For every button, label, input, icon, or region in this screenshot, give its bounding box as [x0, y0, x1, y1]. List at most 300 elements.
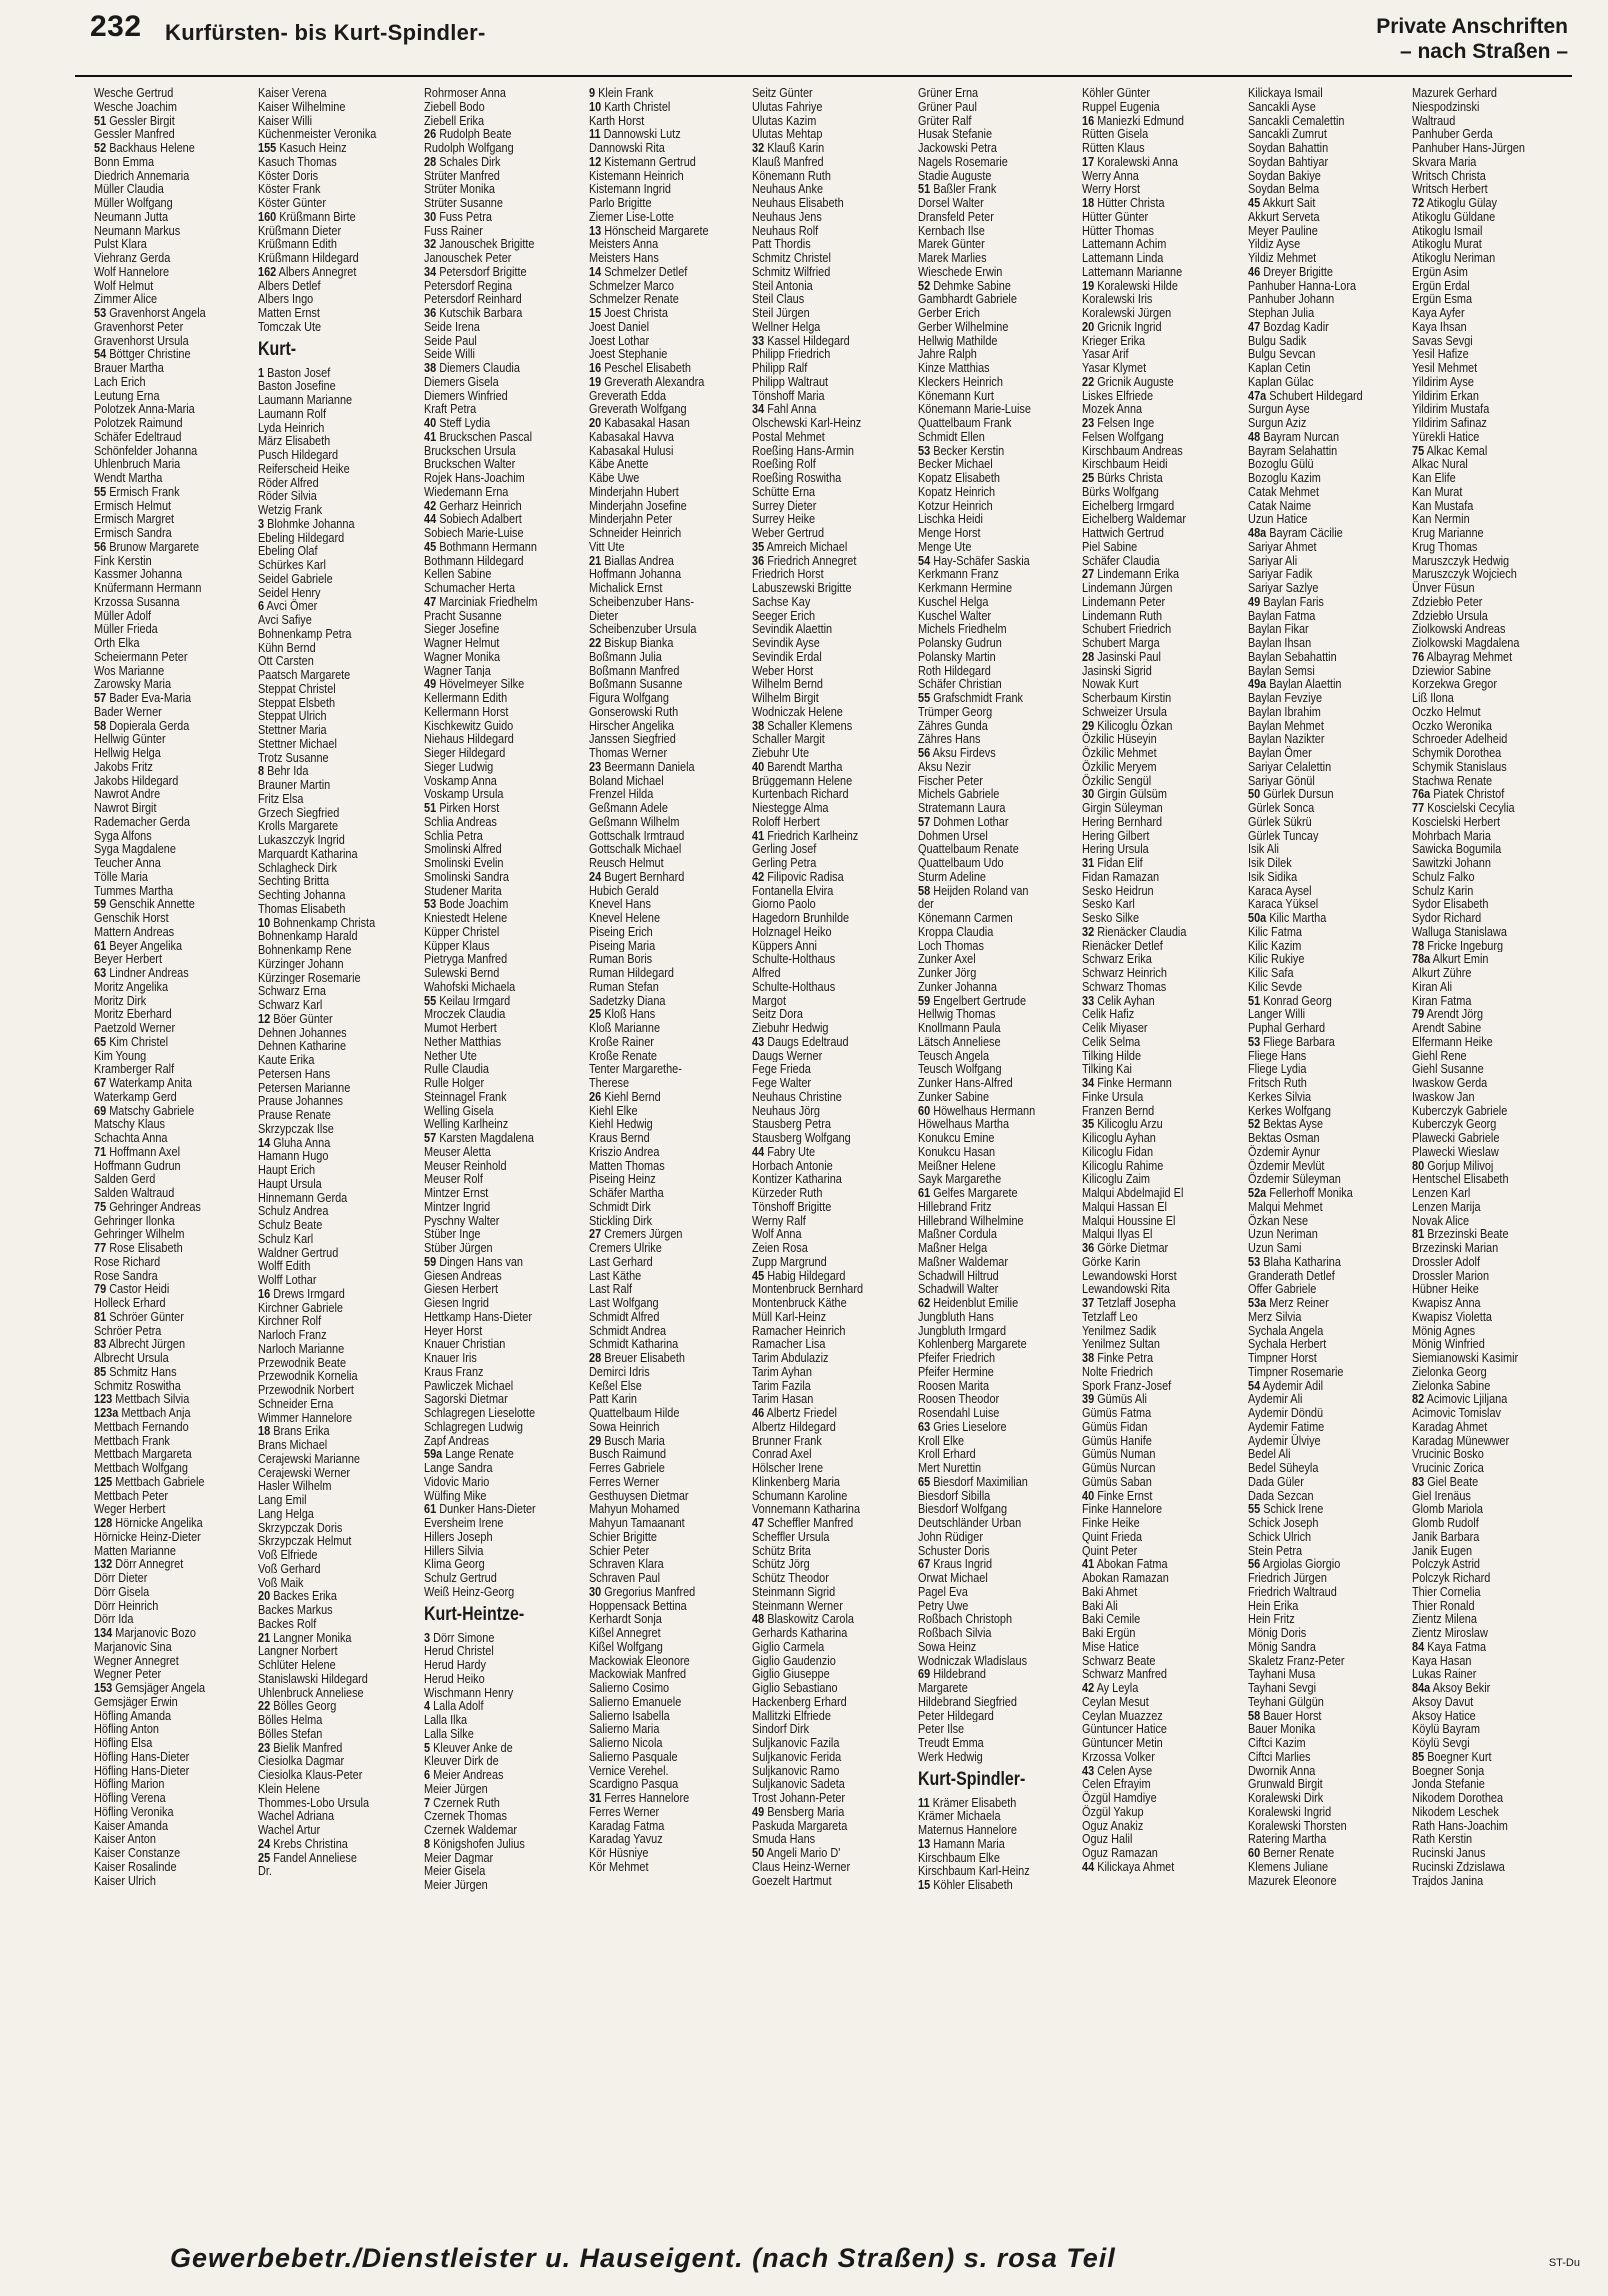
- resident-entry: 35 Kilicoglu Arzu: [1082, 1117, 1163, 1131]
- resident-entry: Maßner Helga: [918, 1241, 988, 1255]
- resident-entry: Bektas Osman: [1248, 1131, 1320, 1145]
- resident-entry: Polotzek Raimund: [94, 416, 183, 430]
- resident-entry: 56 Argiolas Giorgio: [1248, 1557, 1341, 1571]
- resident-entry: Brans Michael: [258, 1438, 328, 1452]
- house-number: 55: [918, 691, 931, 705]
- house-number: 67: [94, 1076, 107, 1090]
- resident-entry: 27 Lindemann Erika: [1082, 567, 1180, 581]
- resident-entry: Sawicka Bogumila: [1412, 842, 1502, 856]
- resident-entry: Michels Gabriele: [918, 787, 1000, 801]
- resident-entry: Schwarz Erna: [258, 984, 326, 998]
- resident-entry: Köster Frank: [258, 182, 321, 196]
- house-number: 10: [589, 99, 602, 114]
- house-number: 57: [94, 691, 107, 705]
- resident-entry: Marjanovic Sina: [94, 1639, 172, 1654]
- resident-entry: Schäfer Christian: [918, 677, 1002, 691]
- house-number: 162: [258, 264, 277, 279]
- resident-entry: Mroczek Claudia: [424, 1007, 506, 1021]
- resident-entry: Hellwig Thomas: [918, 1007, 996, 1021]
- resident-entry: Giglio Sebastiano: [752, 1681, 838, 1695]
- resident-entry: Bozoglu Gülü: [1248, 457, 1314, 471]
- house-number: 48: [1248, 429, 1261, 444]
- house-number: 26: [424, 127, 437, 141]
- resident-entry: Tilking Hilde: [1082, 1048, 1142, 1063]
- resident-entry: Schlüter Helene: [258, 1658, 336, 1672]
- house-number: 28: [424, 154, 437, 169]
- resident-entry: Joest Stephanie: [589, 347, 668, 361]
- resident-entry: Kloß Marianne: [589, 1021, 661, 1035]
- resident-entry: 134 Marjanovic Bozo: [94, 1626, 196, 1640]
- resident-entry: Schraven Klara: [589, 1557, 664, 1571]
- resident-entry: 132 Dörr Annegret: [94, 1557, 184, 1571]
- house-number: 11: [589, 127, 601, 141]
- resident-entry: Kirschbaum Andreas: [1082, 443, 1183, 458]
- resident-entry: Yasar Klymet: [1082, 361, 1147, 375]
- resident-entry: Schumacher Herta: [424, 581, 516, 595]
- house-number: 9: [589, 86, 596, 100]
- resident-entry: Höfling Veronika: [94, 1804, 174, 1819]
- resident-entry: Görke Karin: [1082, 1254, 1141, 1269]
- resident-entry: Dada Sezcan: [1248, 1488, 1314, 1503]
- resident-entry: Puphal Gerhard: [1248, 1021, 1326, 1035]
- resident-entry: Bürks Wolfgang: [1082, 484, 1159, 499]
- resident-entry: Dörr Ida: [94, 1612, 134, 1626]
- resident-entry: Kraft Petra: [424, 402, 477, 416]
- resident-entry: Patt Thordis: [752, 237, 811, 251]
- resident-entry: Yesil Mehmet: [1412, 361, 1478, 375]
- resident-entry: Fege Walter: [752, 1076, 812, 1090]
- resident-entry: Hettkamp Hans-Dieter: [424, 1309, 533, 1324]
- resident-entry: Baki Ali: [1082, 1598, 1118, 1613]
- resident-entry: Klima Georg: [424, 1557, 485, 1571]
- resident-entry: Skrzypczak Doris: [258, 1520, 343, 1535]
- resident-entry: Kerkmann Hermine: [918, 581, 1013, 595]
- resident-entry: Yildirim Ayse: [1412, 374, 1474, 389]
- resident-entry: Rose Richard: [94, 1254, 161, 1269]
- resident-entry: John Rüdiger: [918, 1529, 983, 1544]
- street-heading: Kurt-Spindler-: [918, 1768, 1026, 1790]
- house-number: 53: [918, 443, 931, 458]
- resident-entry: Ermisch Margret: [94, 512, 175, 526]
- resident-entry: 17 Koralewski Anna: [1082, 154, 1178, 169]
- house-number: 80: [1412, 1158, 1425, 1173]
- resident-entry: Steppat Ulrich: [258, 709, 327, 723]
- resident-entry: Schubert Friedrich: [1082, 622, 1172, 636]
- house-number: 12: [258, 1011, 271, 1026]
- resident-entry: 21 Langner Monika: [258, 1630, 352, 1645]
- directory-column: [258, 86, 384, 1878]
- resident-entry: Baylan Fevziye: [1248, 691, 1323, 705]
- resident-entry: Sesko Heidrun: [1082, 883, 1154, 898]
- resident-entry: Panhuber Johann: [1248, 292, 1335, 306]
- resident-entry: 63 Lindner Andreas: [94, 966, 189, 980]
- resident-entry: Schmidt Dirk: [589, 1199, 651, 1214]
- resident-entry: Ruman Boris: [589, 952, 653, 966]
- resident-entry: Quattelbaum Hilde: [589, 1406, 680, 1420]
- resident-entry: Tetzlaff Leo: [1082, 1309, 1138, 1324]
- house-number: 16: [589, 361, 602, 375]
- resident-entry: Meier Gisela: [424, 1864, 486, 1878]
- resident-entry: Voskamp Anna: [424, 773, 497, 788]
- resident-entry: Wellner Helga: [752, 319, 821, 334]
- resident-entry: Wolf Anna: [752, 1227, 802, 1241]
- resident-entry: Laumann Marianne: [258, 393, 353, 407]
- resident-entry: Özkan Nese: [1248, 1213, 1309, 1228]
- resident-entry: Kiehl Elke: [589, 1103, 638, 1118]
- resident-entry: Dehnen Katharine: [258, 1039, 347, 1053]
- house-number: 42: [424, 498, 437, 513]
- resident-entry: Montenbruck Bernhard: [752, 1282, 864, 1296]
- resident-entry: Güntuncer Hatice: [1082, 1722, 1167, 1736]
- house-number: 60: [1248, 1846, 1261, 1860]
- resident-entry: Bohnenkamp Rene: [258, 943, 352, 957]
- resident-entry: Finke Hannelore: [1082, 1502, 1163, 1516]
- house-number: 1: [258, 365, 265, 380]
- directory-column: [1248, 86, 1374, 1887]
- resident-entry: Giorno Paolo: [752, 897, 816, 911]
- resident-entry: Bedel Süheyla: [1248, 1461, 1319, 1475]
- resident-entry: Kopatz Heinrich: [918, 484, 996, 499]
- resident-entry: Käbe Anette: [589, 457, 649, 471]
- house-number: 81: [94, 1309, 107, 1324]
- resident-entry: Kiran Fatma: [1412, 993, 1472, 1008]
- resident-entry: Stettner Michael: [258, 736, 337, 751]
- resident-entry: Kerkes Wolfgang: [1248, 1103, 1331, 1118]
- resident-entry: 47 Bozdag Kadir: [1248, 319, 1329, 334]
- resident-entry: 54 Aydemir Adil: [1248, 1378, 1324, 1393]
- resident-entry: Albers Ingo: [258, 292, 314, 306]
- resident-entry: Aydemir Ülviye: [1248, 1433, 1321, 1448]
- resident-entry: Fliege Lydia: [1248, 1062, 1307, 1076]
- house-number: 32: [1082, 924, 1095, 939]
- resident-entry: Pusch Hildegard: [258, 448, 339, 462]
- resident-entry: Jungbluth Hans: [918, 1309, 994, 1324]
- resident-entry: 29 Busch Maria: [589, 1433, 665, 1448]
- resident-entry: Smolinski Sandra: [424, 869, 509, 884]
- resident-entry: Patt Karin: [589, 1392, 637, 1406]
- resident-entry: Trümper Georg: [918, 704, 993, 719]
- resident-entry: 58 Bauer Horst: [1248, 1708, 1322, 1723]
- directory-column: [94, 86, 220, 1887]
- resident-entry: Dörr Gisela: [94, 1584, 150, 1599]
- resident-entry: Neuhaus Anke: [752, 182, 824, 196]
- resident-entry: 77 Koscielski Cecylia: [1412, 801, 1515, 815]
- resident-entry: Nikodem Leschek: [1412, 1804, 1499, 1819]
- house-number: 31: [589, 1791, 602, 1805]
- house-number: 44: [752, 1144, 765, 1159]
- house-number: 19: [589, 374, 602, 389]
- resident-entry: Kaiser Rosalinde: [94, 1859, 177, 1874]
- house-number: 25: [589, 1007, 602, 1021]
- resident-entry: Heyer Horst: [424, 1323, 483, 1338]
- resident-entry: Lewandowski Horst: [1082, 1268, 1177, 1283]
- resident-entry: Yildiz Mehmet: [1248, 251, 1317, 265]
- resident-entry: 19 Greverath Alexandra: [589, 374, 705, 389]
- resident-entry: Herud Christel: [424, 1644, 494, 1658]
- resident-entry: Reiferscheid Heike: [258, 461, 350, 476]
- resident-entry: Narloch Marianne: [258, 1341, 345, 1356]
- resident-entry: Höfling Anton: [94, 1722, 159, 1736]
- resident-entry: Kaya Ihsan: [1412, 319, 1467, 334]
- resident-entry: Sydor Richard: [1412, 911, 1482, 925]
- resident-entry: Iwaskow Gerda: [1412, 1076, 1488, 1090]
- resident-entry: Eversheim Irene: [424, 1516, 504, 1530]
- resident-entry: 48a Bayram Cäcilie: [1248, 526, 1343, 540]
- house-number: 123a: [94, 1406, 119, 1420]
- resident-entry: 123a Mettbach Anja: [94, 1406, 191, 1420]
- resident-entry: Akkurt Serveta: [1248, 209, 1320, 224]
- resident-entry: Rudolph Wolfgang: [424, 141, 514, 155]
- resident-entry: Strüter Monika: [424, 182, 496, 196]
- resident-entry: Vonnemann Katharina: [752, 1502, 861, 1516]
- resident-entry: Stausberg Wolfgang: [752, 1131, 851, 1145]
- resident-entry: Polansky Martin: [918, 649, 996, 664]
- resident-entry: Jakobs Fritz: [94, 759, 153, 774]
- resident-entry: 18 Hütter Christa: [1082, 196, 1165, 210]
- resident-entry: Bedel Ali: [1248, 1447, 1291, 1461]
- resident-entry: Schlia Petra: [424, 828, 483, 843]
- resident-entry: Sariyar Celalettin: [1248, 759, 1332, 774]
- resident-entry: Hübner Heike: [1412, 1282, 1479, 1296]
- resident-entry: Oguz Ramazan: [1082, 1846, 1158, 1860]
- house-number: 59a: [424, 1447, 443, 1461]
- resident-entry: Postal Mehmet: [752, 429, 825, 444]
- house-number: 51: [424, 801, 437, 815]
- resident-entry: Korzekwa Gregor: [1412, 677, 1497, 691]
- resident-entry: 41 Abokan Fatma: [1082, 1557, 1168, 1571]
- resident-entry: Mohrbach Maria: [1412, 828, 1491, 843]
- resident-entry: Czernek Thomas: [424, 1809, 507, 1823]
- house-number: 58: [918, 883, 931, 898]
- resident-entry: 45 Bothmann Hermann: [424, 539, 537, 554]
- resident-entry: 58 Heijden Roland van: [918, 883, 1029, 898]
- resident-entry: 33 Kassel Hildegard: [752, 333, 850, 348]
- resident-entry: Lattemann Marianne: [1082, 264, 1183, 279]
- house-number: 30: [1082, 787, 1095, 801]
- resident-entry: Polczyk Astrid: [1412, 1557, 1480, 1571]
- resident-entry: Hinnemann Gerda: [258, 1190, 348, 1205]
- resident-entry: Kleckers Heinrich: [918, 374, 1003, 389]
- resident-entry: Menge Horst: [918, 526, 981, 540]
- house-number: 25: [258, 1850, 271, 1865]
- resident-entry: Kaiser Ulrich: [94, 1873, 156, 1888]
- resident-entry: Hölscher Irene: [752, 1461, 824, 1475]
- resident-entry: 76 Albayrag Mehmet: [1412, 649, 1513, 664]
- resident-entry: Ziolkowski Magdalena: [1412, 636, 1520, 650]
- resident-entry: Schröer Petra: [94, 1323, 162, 1338]
- house-number: 30: [424, 209, 437, 224]
- resident-entry: Petry Uwe: [918, 1598, 969, 1613]
- resident-entry: 32 Janouschek Brigitte: [424, 237, 535, 251]
- resident-entry: Dehnen Johannes: [258, 1025, 347, 1040]
- resident-entry: Schick Ulrich: [1248, 1529, 1312, 1544]
- resident-entry: 39 Gümüs Ali: [1082, 1392, 1147, 1406]
- resident-entry: Trost Johann-Peter: [752, 1791, 846, 1805]
- resident-entry: Tayhani Sevgi: [1248, 1681, 1317, 1695]
- resident-entry: Hackenberg Erhard: [752, 1694, 847, 1709]
- resident-entry: 52 Bektas Ayse: [1248, 1117, 1324, 1131]
- resident-entry: Wimmer Hannelore: [258, 1410, 353, 1425]
- resident-entry: Schmidt Katharina: [589, 1337, 679, 1351]
- resident-entry: Kabasakal Havva: [589, 429, 674, 444]
- resident-entry: Philipp Friedrich: [752, 347, 831, 361]
- house-number: 38: [1082, 1351, 1095, 1365]
- resident-entry: Pyschny Walter: [424, 1213, 500, 1228]
- house-number: 84a: [1412, 1681, 1431, 1695]
- resident-entry: 57 Karsten Magdalena: [424, 1131, 534, 1145]
- resident-entry: Wilhelm Birgit: [752, 691, 819, 705]
- resident-entry: Diemers Gisela: [424, 374, 499, 389]
- resident-entry: Schwarz Thomas: [1082, 979, 1167, 994]
- resident-entry: Gerber Erich: [918, 306, 980, 320]
- resident-entry: Steppat Elsbeth: [258, 695, 336, 710]
- resident-entry: Fege Frieda: [752, 1062, 811, 1076]
- resident-entry: 26 Rudolph Beate: [424, 127, 512, 141]
- house-number: 6: [424, 1768, 431, 1782]
- resident-entry: 40 Finke Ernst: [1082, 1488, 1153, 1503]
- resident-entry: Neuhaus Elisabeth: [752, 196, 844, 210]
- resident-entry: Laumann Rolf: [258, 406, 327, 421]
- resident-entry: Thier Cornelia: [1412, 1584, 1481, 1599]
- resident-entry: Giglio Gaudenzio: [752, 1653, 836, 1668]
- resident-entry: Maßner Waldemar: [918, 1254, 1009, 1269]
- resident-entry: Krug Marianne: [1412, 526, 1484, 540]
- resident-entry: Köster Günter: [258, 196, 326, 210]
- house-number: 77: [94, 1241, 107, 1255]
- resident-entry: 52a Fellerhoff Monika: [1248, 1186, 1353, 1200]
- house-number: 13: [918, 1836, 931, 1851]
- resident-entry: Ebeling Olaf: [258, 544, 318, 558]
- resident-entry: Baylan Fatma: [1248, 608, 1316, 623]
- house-number: 44: [424, 512, 437, 526]
- resident-entry: Ferres Werner: [589, 1804, 660, 1819]
- resident-entry: Lang Emil: [258, 1493, 307, 1507]
- resident-entry: Koralewski Dirk: [1248, 1791, 1324, 1805]
- resident-entry: Özgül Yakup: [1082, 1804, 1144, 1819]
- resident-entry: Scheibenzuber Hans-: [589, 594, 695, 609]
- house-number: 15: [918, 1878, 931, 1892]
- resident-entry: Herud Hardy: [424, 1658, 486, 1672]
- resident-entry: Ziemer Lise-Lotte: [589, 209, 674, 224]
- resident-entry: Bruckschen Walter: [424, 457, 516, 471]
- resident-entry: Hillers Silvia: [424, 1543, 484, 1558]
- resident-entry: Cerajewski Marianne: [258, 1451, 360, 1466]
- resident-entry: Baylan Semsi: [1248, 663, 1315, 678]
- resident-entry: Uhlenbruch Maria: [94, 457, 181, 471]
- house-number: 55: [1248, 1502, 1261, 1516]
- resident-entry: Atikoglu Güldane: [1412, 209, 1496, 224]
- resident-entry: Ziolkowski Andreas: [1412, 622, 1506, 636]
- resident-entry: 22 Gricnik Auguste: [1082, 374, 1174, 389]
- resident-entry: Albrecht Ursula: [94, 1351, 169, 1365]
- house-number: 27: [589, 1227, 602, 1241]
- resident-entry: Krolls Margarete: [258, 819, 339, 833]
- resident-entry: Wolff Edith: [258, 1259, 311, 1273]
- resident-entry: Weber Horst: [752, 663, 814, 678]
- resident-entry: Baylan Ömer: [1248, 746, 1312, 760]
- resident-entry: Koralewski Iris: [1082, 292, 1153, 306]
- resident-entry: Nagels Rosemarie: [918, 154, 1008, 169]
- resident-entry: Michalick Ernst: [589, 581, 663, 595]
- street-heading: Kurt-: [258, 338, 297, 360]
- resident-entry: Baston Josefine: [258, 379, 336, 393]
- resident-entry: Roosen Marita: [918, 1378, 990, 1393]
- resident-entry: Neuhaus Christine: [752, 1089, 842, 1104]
- resident-entry: Malqui Mehmet: [1248, 1199, 1323, 1214]
- resident-entry: Wendt Martha: [94, 471, 163, 485]
- resident-entry: Acimovic Tomislav: [1412, 1406, 1502, 1420]
- resident-entry: 24 Krebs Christina: [258, 1836, 348, 1851]
- resident-entry: Ramacher Heinrich: [752, 1323, 846, 1338]
- house-number: 14: [258, 1135, 271, 1150]
- resident-entry: Jahre Ralph: [918, 347, 977, 361]
- resident-entry: 10 Karth Christel: [589, 99, 671, 114]
- house-number: 41: [424, 429, 437, 444]
- resident-entry: Peter Ilse: [918, 1722, 965, 1736]
- resident-entry: Schlagregen Lieselotte: [424, 1406, 536, 1420]
- resident-entry: Klauß Manfred: [752, 154, 824, 169]
- resident-entry: Dwornik Anna: [1248, 1763, 1316, 1778]
- resident-entry: Kilic Rukiye: [1248, 952, 1305, 966]
- resident-entry: Paetzold Werner: [94, 1021, 176, 1035]
- resident-entry: Zielonka Georg: [1412, 1364, 1487, 1379]
- resident-entry: Kerhardt Sonja: [589, 1612, 662, 1626]
- resident-entry: Dorsel Walter: [918, 196, 984, 210]
- house-number: 18: [258, 1424, 271, 1438]
- resident-entry: Gonserowski Ruth: [589, 704, 679, 719]
- resident-entry: Czernek Waldemar: [424, 1823, 518, 1837]
- resident-entry: Lalla Ilka: [424, 1713, 468, 1727]
- resident-entry: Lindemann Peter: [1082, 594, 1166, 609]
- resident-entry: Orwat Michael: [918, 1571, 988, 1585]
- resident-entry: Thommes-Lobo Ursula: [258, 1795, 370, 1810]
- resident-entry: Philipp Ralf: [752, 361, 808, 375]
- house-number: 31: [1082, 856, 1095, 870]
- resident-entry: Schadwill Walter: [918, 1282, 999, 1296]
- resident-entry: Finke Ursula: [1082, 1089, 1144, 1104]
- resident-entry: Neumann Markus: [94, 223, 181, 238]
- resident-entry: Hellwig Günter: [94, 732, 166, 746]
- resident-entry: Müll Karl-Heinz: [752, 1309, 827, 1324]
- resident-entry: 67 Waterkamp Anita: [94, 1076, 192, 1090]
- resident-entry: Seeger Erich: [752, 608, 816, 623]
- house-number: 33: [1082, 993, 1095, 1008]
- resident-entry: Wischmann Henry: [424, 1685, 514, 1700]
- resident-entry: 47 Scheffler Manfred: [752, 1516, 854, 1530]
- resident-entry: Koralewski Thorsten: [1248, 1818, 1347, 1833]
- resident-entry: Rucinski Janus: [1412, 1846, 1486, 1860]
- resident-entry: Wieschede Erwin: [918, 264, 1003, 279]
- section-label-line: Private Anschriften: [1376, 15, 1568, 38]
- house-number: 45: [752, 1268, 765, 1283]
- resident-entry: Goezelt Hartmut: [752, 1873, 832, 1888]
- resident-entry: Tayhani Musa: [1248, 1667, 1316, 1681]
- resident-entry: Montenbruck Käthe: [752, 1296, 847, 1310]
- house-number: 37: [1082, 1296, 1095, 1310]
- resident-entry: 32 Rienäcker Claudia: [1082, 924, 1187, 939]
- resident-entry: Schmidt Alfred: [589, 1309, 660, 1324]
- resident-entry: Tummes Martha: [94, 883, 174, 898]
- house-number: 59: [424, 1254, 437, 1269]
- resident-entry: 55 Ermisch Frank: [94, 484, 180, 499]
- resident-entry: Küppers Anni: [752, 938, 817, 953]
- resident-entry: Mert Nurettin: [918, 1461, 982, 1475]
- resident-entry: Seidel Gabriele: [258, 571, 333, 586]
- resident-entry: Wodniczak Helene: [752, 704, 843, 719]
- resident-entry: 27 Cremers Jürgen: [589, 1227, 683, 1241]
- resident-entry: Schulz Gertrud: [424, 1571, 497, 1585]
- house-number: 20: [1082, 319, 1095, 334]
